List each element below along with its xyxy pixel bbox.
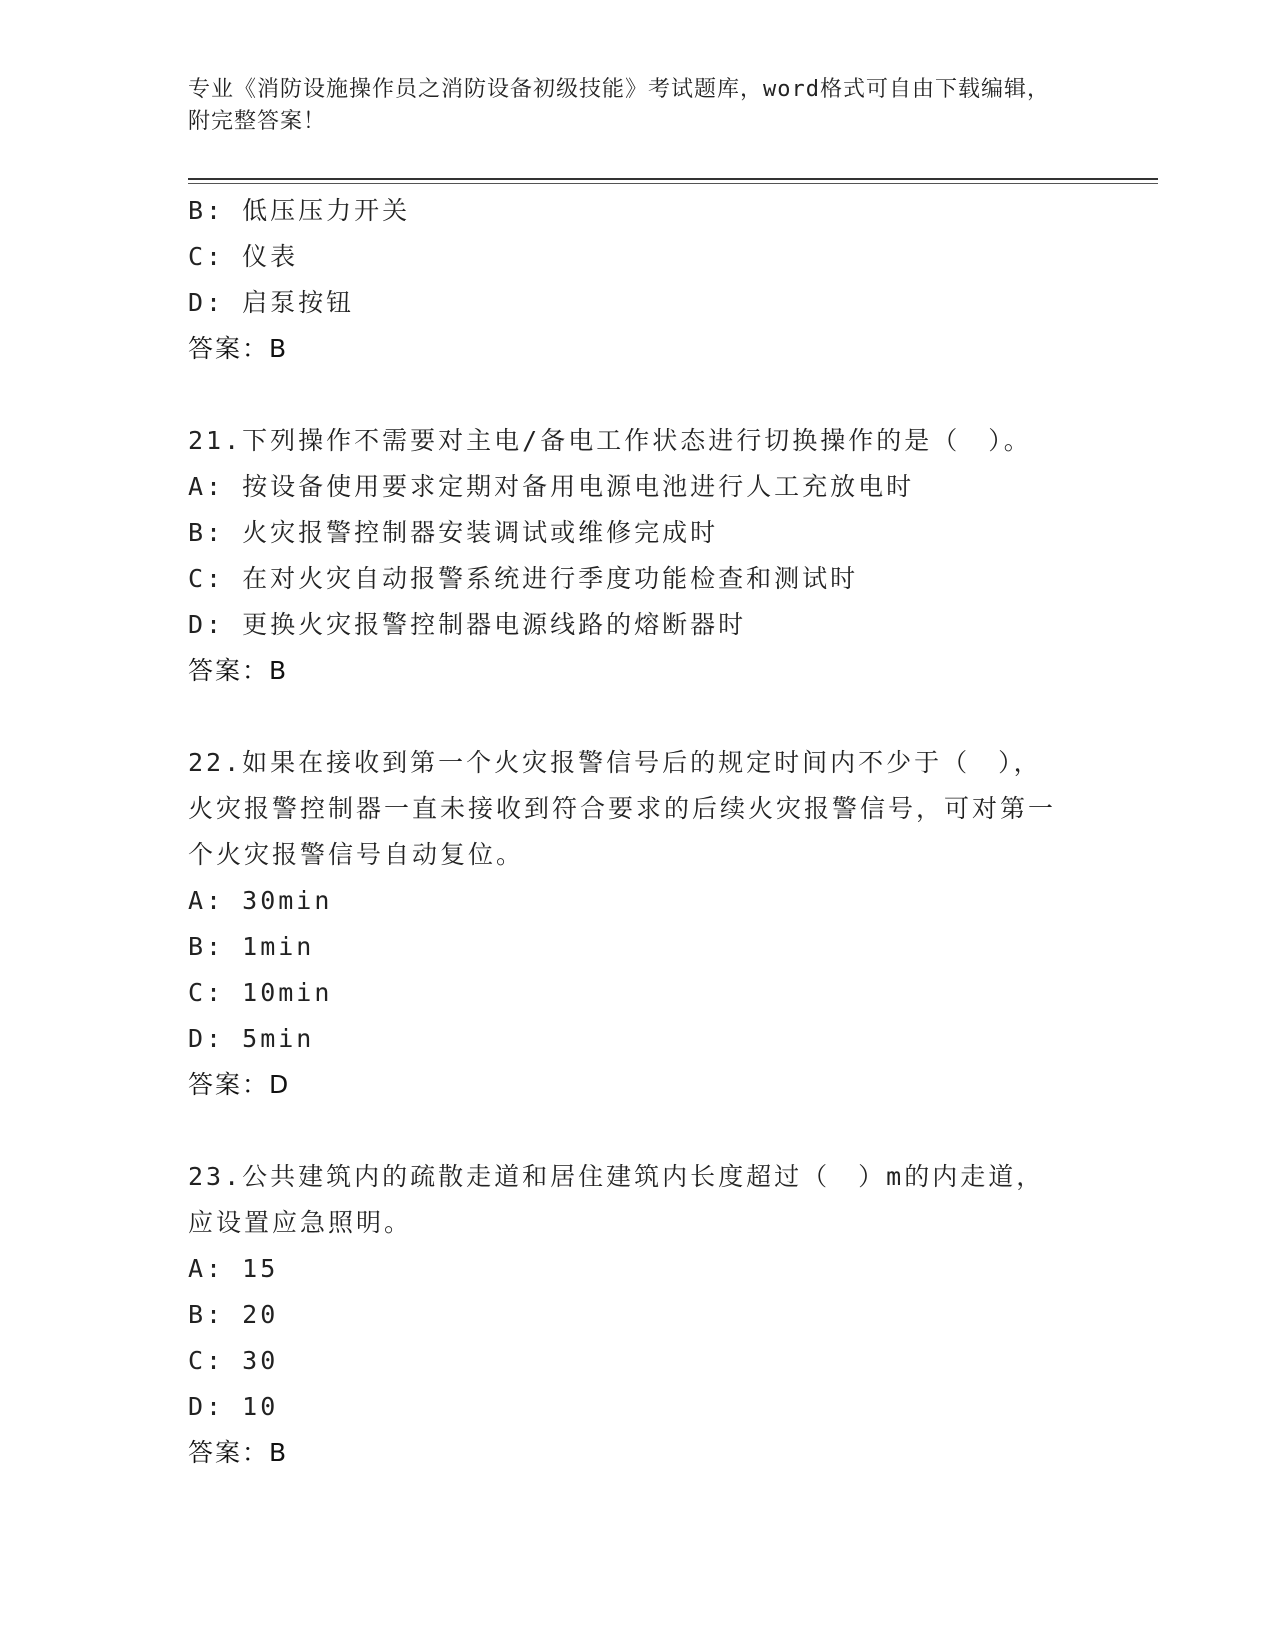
question-block-23	[188, 1154, 1088, 1476]
answer-line: 答案：D	[188, 1070, 291, 1099]
spacer	[188, 1108, 1088, 1154]
option-d: D: 5min	[188, 1024, 315, 1053]
header-divider-thin	[188, 183, 1158, 184]
question-stem: 22.如果在接收到第一个火灾报警信号后的规定时间内不少于（ ），火灾报警控制器一直未接收到符合要求的后续火灾报警信号，可对第一个火灾报警信号自动复位。	[188, 748, 1057, 869]
answer-line: 答案：B	[188, 334, 289, 363]
option-c: C: 仪表	[188, 242, 299, 271]
option-a: A: 按设备使用要求定期对备用电源电池进行人工充放电时	[188, 472, 915, 501]
answer-line: 答案：B	[188, 656, 289, 685]
option-a: A: 30min	[188, 886, 333, 915]
option-c: C: 30	[188, 1346, 279, 1375]
option-c: C: 10min	[188, 978, 333, 1007]
question-stem: 23.公共建筑内的疏散走道和居住建筑内长度超过（ ）m的内走道，应设置应急照明。	[188, 1162, 1045, 1237]
document-header: 专业《消防设施操作员之消防设备初级技能》考试题库，word格式可自由下载编辑，附完整答案！	[188, 77, 1050, 134]
option-d: D: 更换火灾报警控制器电源线路的熔断器时	[188, 610, 747, 639]
option-b: B: 低压压力开关	[188, 196, 411, 225]
spacer	[188, 372, 1088, 418]
option-b: B: 1min	[188, 932, 315, 961]
option-d: D: 启泵按钮	[188, 288, 355, 317]
option-b: B: 火灾报警控制器安装调试或维修完成时	[188, 518, 719, 547]
option-a: A: 15	[188, 1254, 279, 1283]
question-block-prev	[188, 188, 1088, 372]
question-list	[188, 188, 1088, 1476]
option-c: C: 在对火灾自动报警系统进行季度功能检查和测试时	[188, 564, 859, 593]
question-stem: 21.下列操作不需要对主电/备电工作状态进行切换操作的是（ ）。	[188, 426, 1032, 455]
question-block-22	[188, 740, 1088, 1108]
spacer	[188, 694, 1088, 740]
option-d: D: 10	[188, 1392, 279, 1421]
question-block-21	[188, 418, 1088, 694]
answer-line: 答案：B	[188, 1438, 289, 1467]
option-b: B: 20	[188, 1300, 279, 1329]
header-divider-thick	[188, 178, 1158, 180]
